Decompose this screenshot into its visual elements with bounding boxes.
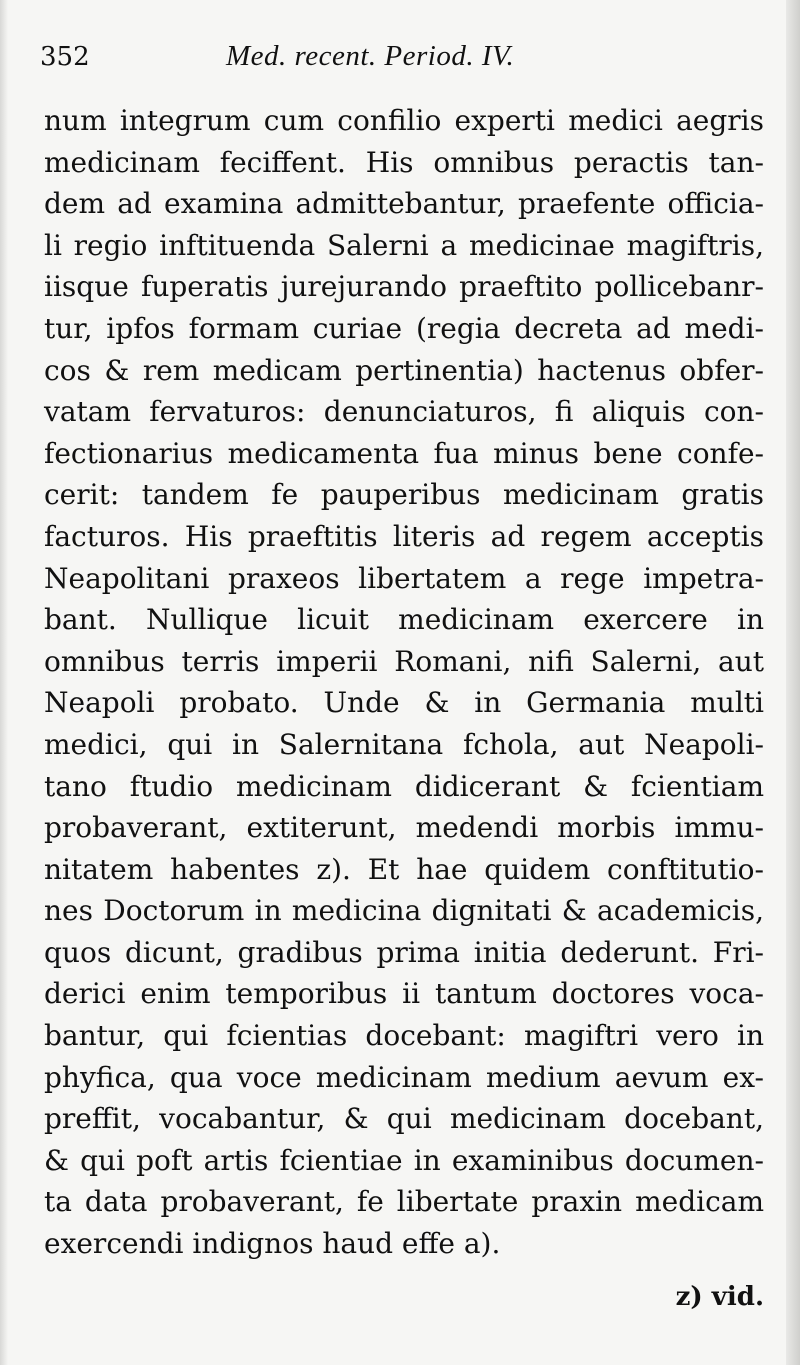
- text-line: Neapolitani praxeos libertatem a rege impetra-: [44, 561, 764, 595]
- text-line: nes Doctorum in medicina dignitati & academicis,: [44, 894, 764, 928]
- text-line: derici enim temporibus ii tantum doctores voca-: [44, 977, 764, 1011]
- page-right-shadow: [786, 0, 800, 1365]
- text-line: quos dicunt, gradibus prima initia dederunt. Fri-: [44, 935, 764, 969]
- text-line: omnibus terris imperii Romani, nifi Salerni, aut: [44, 644, 764, 678]
- text-line: vatam fervaturos: denunciaturos, fi aliquis con-: [44, 395, 764, 429]
- text-line: iisque fuperatis jurejurando praeftito pollicebanr-: [44, 270, 764, 304]
- text-line: tur, ipfos formam curiae (regia decreta ad medi-: [44, 311, 764, 345]
- text-line: facturos. His praeftitis literis ad regem acceptis: [44, 519, 764, 553]
- page-left-shadow: [0, 0, 8, 1365]
- text-line: dem ad examina admittebantur, praefente officia-: [44, 187, 764, 221]
- text-line: nitatem habentes z). Et hae quidem conftitutio-: [44, 852, 764, 886]
- text-line: phyfica, qua voce medicinam medium aevum ex-: [44, 1060, 764, 1094]
- text-line: medicinam feciffent. His omnibus peractis tan-: [44, 145, 764, 179]
- text-line: probaverant, extiterunt, medendi morbis immu-: [44, 811, 764, 845]
- text-line: cerit: tandem fe pauperibus medicinam gratis: [44, 478, 764, 512]
- text-line: medici, qui in Salernitana fchola, aut Neapoli-: [44, 727, 764, 761]
- text-line: num integrum cum confilio experti medici aegris: [44, 104, 764, 137]
- footnote-reference: z) vid.: [675, 1282, 764, 1312]
- text-line: bantur, qui fcientias docebant: magiftri vero in: [44, 1019, 764, 1053]
- text-line: cos & rem medicam pertinentia) hactenus obfer-: [44, 353, 764, 387]
- text-line: fectionarius medicamenta fua minus bene confe-: [44, 436, 764, 470]
- text-line: tano ftudio medicinam didicerant & fcientiam: [44, 769, 764, 803]
- text-line: ta data probaverant, fe libertate praxin medicam: [44, 1185, 764, 1219]
- page-header: [40, 42, 770, 82]
- text-line-last: exercendi indignos haud effe a).: [44, 1227, 501, 1261]
- text-line: li regio inftituenda Salerni a medicinae magiftris,: [44, 228, 764, 262]
- body-text: [44, 100, 764, 1265]
- text-line: bant. Nullique licuit medicinam exercere in: [44, 603, 764, 637]
- text-line: & qui poft artis fcientiae in examinibus documen-: [44, 1143, 764, 1177]
- text-line: preffit, vocabantur, & qui medicinam docebant,: [44, 1102, 764, 1136]
- text-line: Neapoli probato. Unde & in Germania multi: [44, 686, 764, 720]
- page-number: 352: [40, 42, 90, 72]
- running-head: Med. recent. Period. IV.: [226, 40, 515, 72]
